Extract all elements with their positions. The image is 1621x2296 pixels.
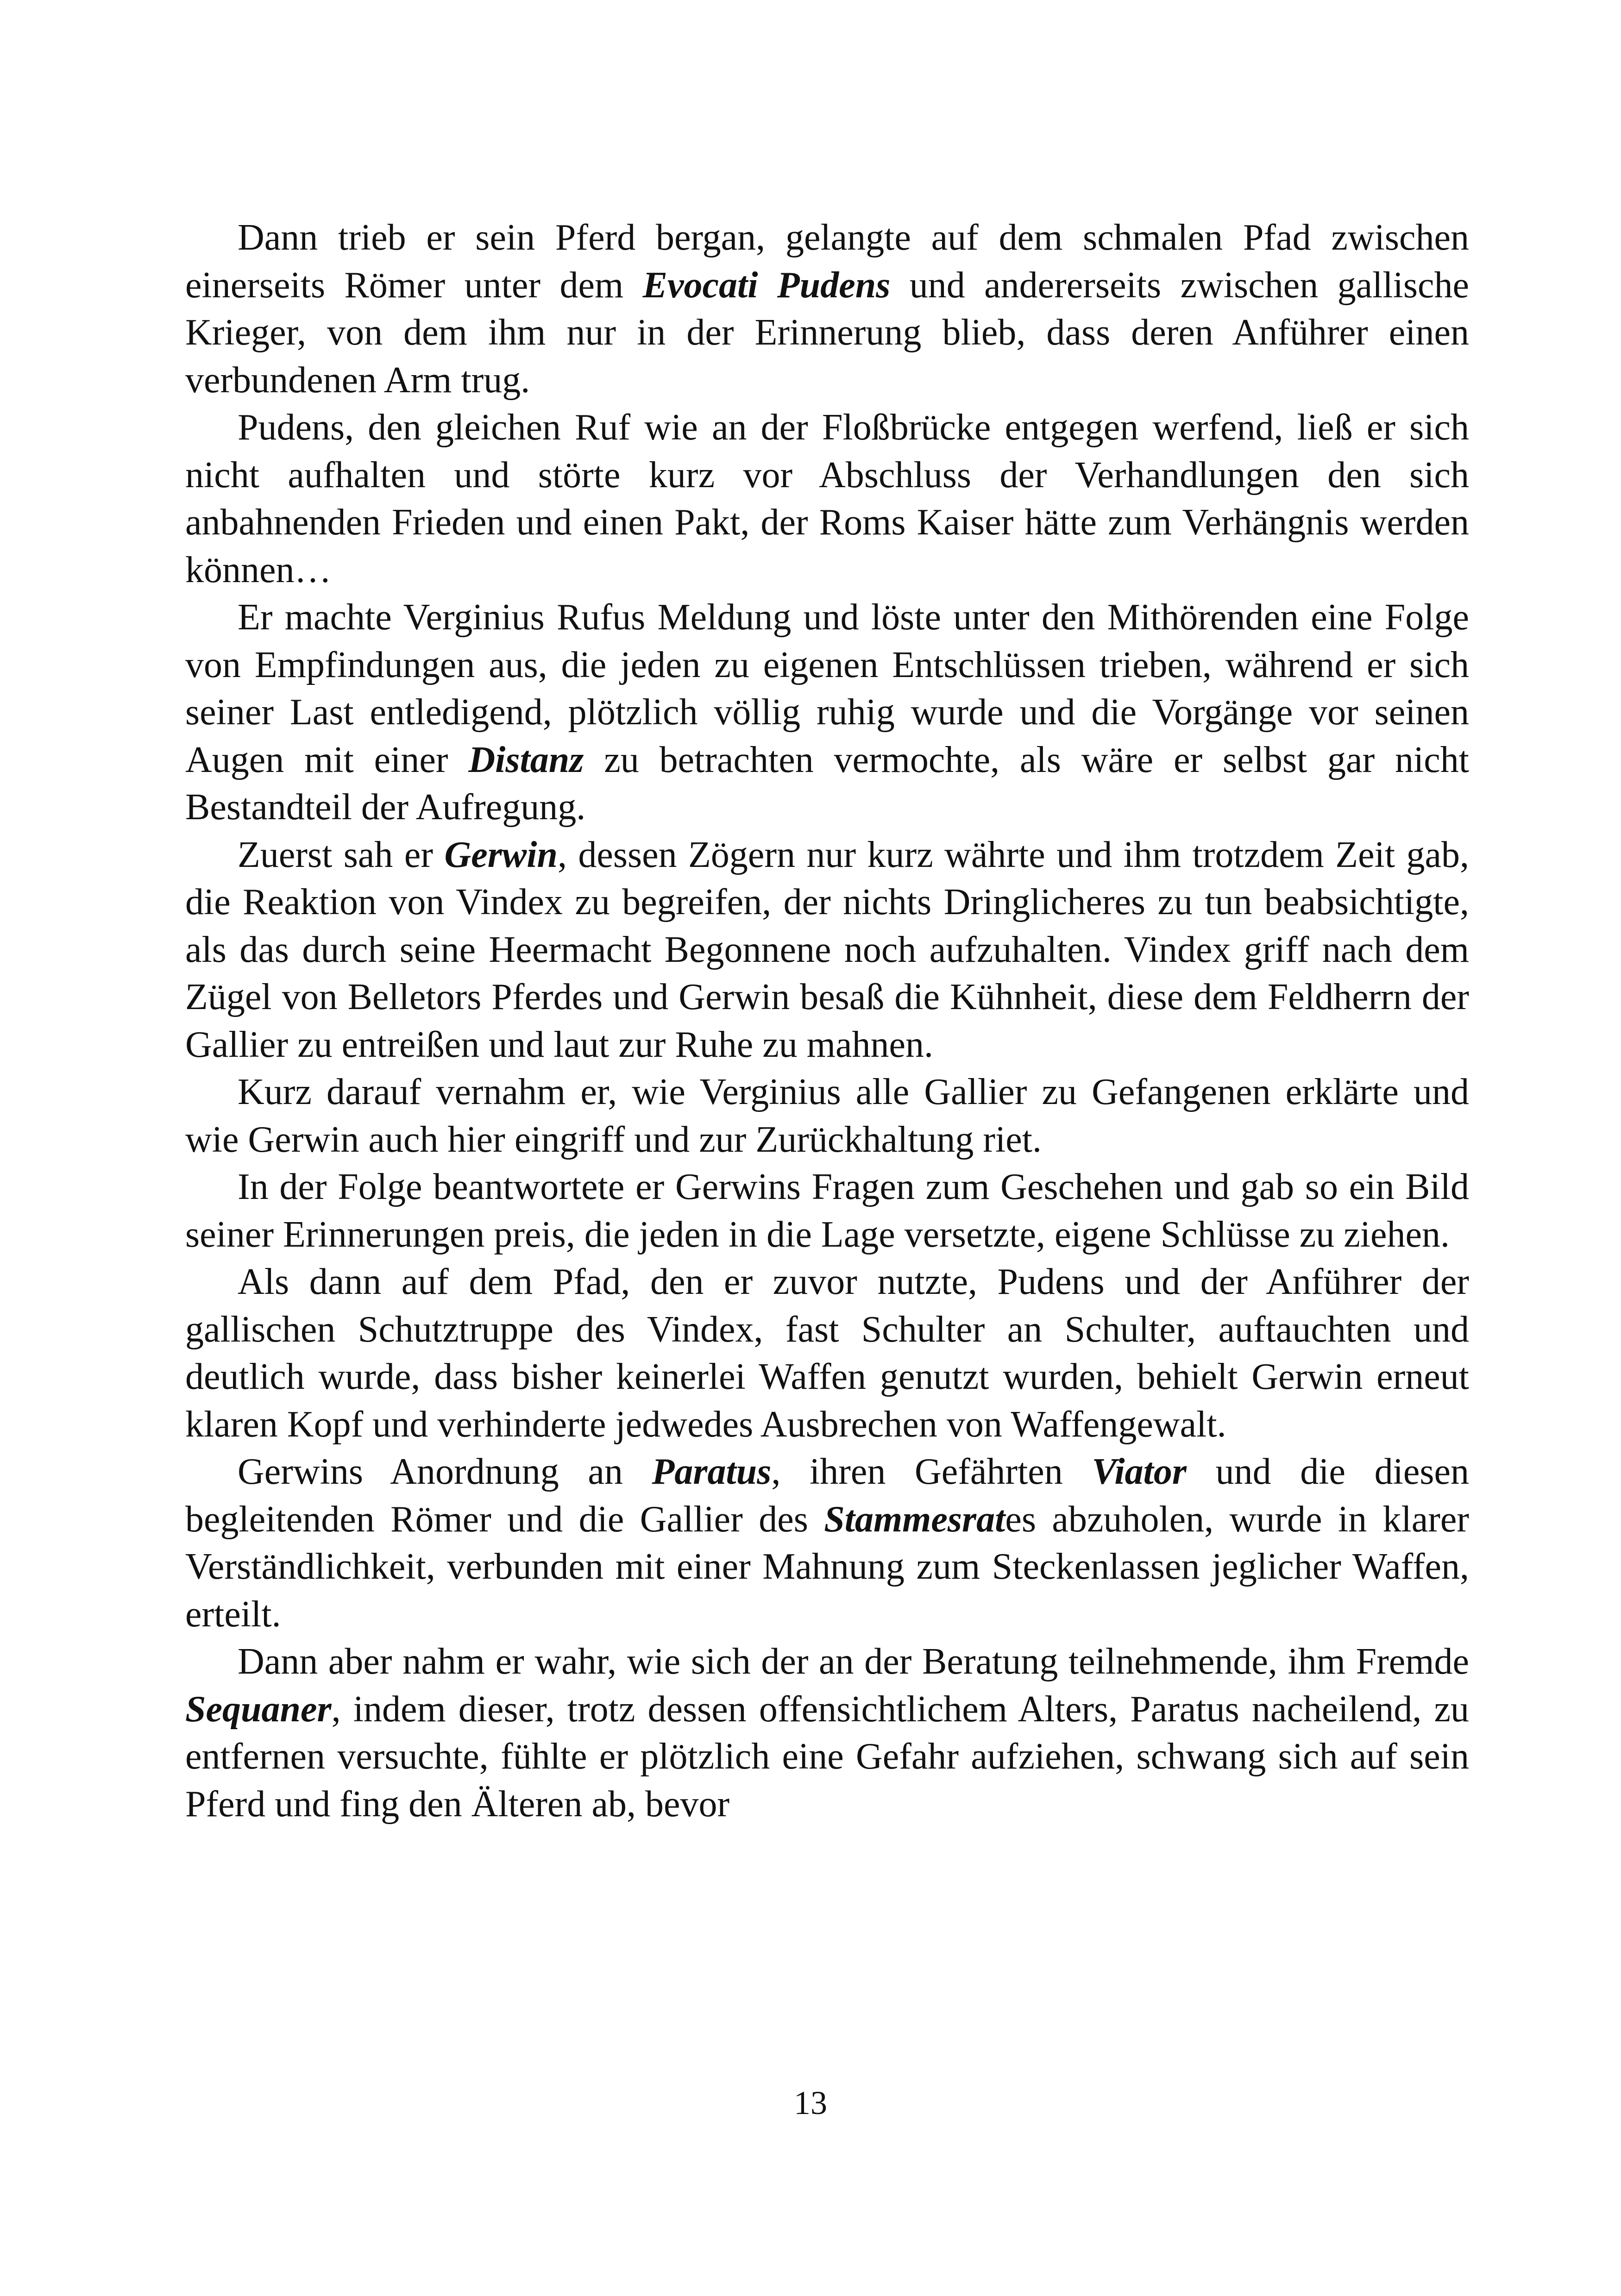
text-run: und andererseits zwischen gallische Krieger, von dem ihm nur in der Erinnerung blieb, dass deren Anführer einen verbundenen Arm trug. xyxy=(185,264,1469,401)
page-number: 13 xyxy=(794,2084,827,2121)
emphasis-paratus: Paratus xyxy=(652,1451,772,1492)
text-run: Gerwins Anordnung an xyxy=(238,1451,652,1492)
paragraph-6 xyxy=(185,1163,1469,1258)
emphasis-gerwin: Gerwin xyxy=(444,834,558,875)
text-run: Dann aber nahm er wahr, wie sich der an der Beratung teilnehmende, ihm Fremde xyxy=(238,1641,1469,1682)
text-run: Dann trieb er sein Pferd bergan, gelangte auf dem schmalen Pfad zwischen einerseits Römer unter dem xyxy=(185,217,1469,306)
text-run: und die diesen begleitenden Römer und die Gallier des xyxy=(185,1451,1470,1540)
paragraph-3 xyxy=(185,594,1469,831)
page-body xyxy=(185,214,1469,1828)
text-run: Kurz darauf vernahm er, wie Verginius alle Gallier zu Gefangenen erklärte und wie Gerwin auch hier eingriff und zur Zurückhaltung riet. xyxy=(185,1072,1469,1160)
text-run: zu betrachten vermochte, als wäre er selbst gar nicht Bestandteil der Aufregung. xyxy=(185,739,1470,828)
paragraph-2 xyxy=(185,404,1469,594)
paragraph-4 xyxy=(185,831,1469,1069)
emphasis-stammesrat: Stammesrat xyxy=(824,1499,1005,1540)
text-run: Zuerst sah er xyxy=(238,834,445,875)
text-run: Er machte Verginius Rufus Meldung und löste unter den Mithörenden eine Folge von Empfindungen aus, die jeden zu eigenen Entschlüssen trieben, während er sich seiner Last entledigend, plötzlich völlig ruhig wurde und die Vorgänge vor seinen Augen mit einer xyxy=(185,597,1469,780)
emphasis-viator: Viator xyxy=(1092,1451,1187,1492)
emphasis-sequaner: Sequaner xyxy=(185,1688,332,1730)
emphasis-distanz: Distanz xyxy=(468,739,584,780)
text-run: , ihren Gefährten xyxy=(771,1451,1092,1492)
text-run: , indem dieser, trotz dessen offensichtlichem Alters, Paratus nacheilend, zu entfernen versuchte, fühlte er plötzlich eine Gefahr aufziehen, schwang sich auf sein Pferd und fing den Älteren ab, bevor xyxy=(185,1688,1469,1825)
paragraph-5 xyxy=(185,1068,1469,1163)
emphasis-evocati-pudens: Evocati Pudens xyxy=(642,264,891,306)
text-run: Pudens, den gleichen Ruf wie an der Floßbrücke entgegen werfend, ließ er sich nicht aufhalten und störte kurz vor Abschluss der Verhandlungen den sich anbahnenden Frieden und einen Pakt, der Roms Kaiser hätte zum Verhängnis werden können… xyxy=(185,407,1469,590)
paragraph-8 xyxy=(185,1448,1469,1638)
text-run: Als dann auf dem Pfad, den er zuvor nutzte, Pudens und der Anführer der gallischen Schutztruppe des Vindex, fast Schulter an Schulter, auftauchten und deutlich wurde, dass bisher keinerlei Waffen genutzt wurden, behielt Gerwin erneut klaren Kopf und verhinderte jedwedes Ausbrechen von Waffengewalt. xyxy=(185,1261,1469,1445)
text-run: In der Folge beantwortete er Gerwins Fragen zum Geschehen und gab so ein Bild seiner Erinnerungen preis, die jeden in die Lage versetzte, eigene Schlüsse zu ziehen. xyxy=(185,1167,1469,1255)
paragraph-7 xyxy=(185,1258,1469,1448)
paragraph-1 xyxy=(185,214,1469,404)
text-run: es abzuholen, wurde in klarer Verständlichkeit, verbunden mit einer Mahnung zum Steckenlassen jeglicher Waffen, erteilt. xyxy=(185,1499,1469,1635)
paragraph-9 xyxy=(185,1638,1469,1828)
text-run: , dessen Zögern nur kurz währte und ihm trotzdem Zeit gab, die Reaktion von Vindex zu begreifen, der nichts Dringlicheres zu tun beabsichtigte, als das durch seine Heermacht Begonnene noch aufzuhalten. Vindex griff nach dem Zügel von Belletors Pferdes und Gerwin besaß die Kühnheit, diese dem Feldherrn der Gallier zu entreißen und laut zur Ruhe zu mahnen. xyxy=(185,834,1469,1065)
